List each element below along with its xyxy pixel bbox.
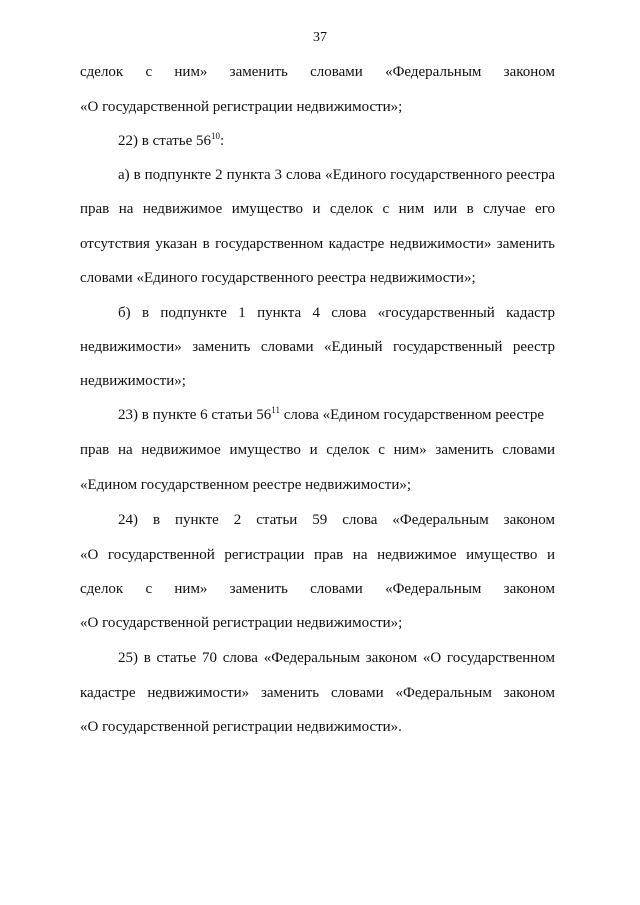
item-23-text: 23) в пункте 6 статьи 56: [118, 407, 272, 423]
text-line-1: сделок с ним» заменить словами «Федеральным законом: [80, 64, 555, 80]
text-line-15: «О государственной регистрации прав на недвижимое имущество и: [80, 547, 555, 563]
text-line-5: прав на недвижимое имущество и сделок с ним или в случае его: [80, 201, 555, 217]
text-line-7: словами «Единого государственного реестра недвижимости»;: [80, 270, 476, 286]
text-line-10: недвижимости»;: [80, 373, 186, 389]
text-line-17: «О государственной регистрации недвижимости»;: [80, 615, 403, 631]
text-line-14: 24) в пункте 2 статьи 59 слова «Федеральным законом: [118, 512, 555, 528]
article-superscript-2: 11: [271, 405, 280, 415]
text-line-8: б) в подпункте 1 пункта 4 слова «государственный кадастр: [118, 305, 555, 321]
text-line-3: [118, 132, 555, 150]
text-line-2: «О государственной регистрации недвижимости»;: [80, 99, 403, 115]
text-line-4: а) в подпункте 2 пункта 3 слова «Единого государственного реестра: [118, 167, 555, 183]
text-line-16: сделок с ним» заменить словами «Федеральным законом: [80, 581, 555, 597]
text-line-9: недвижимости» заменить словами «Единый государственный реестр: [80, 339, 555, 355]
text-line-11: [118, 406, 555, 424]
text-line-12: прав на недвижимое имущество и сделок с ним» заменить словами: [80, 442, 555, 458]
item-23-tail: слова «Едином государственном реестре: [279, 407, 545, 423]
item-22-text: 22) в статье 56: [118, 133, 212, 149]
text-line-19: кадастре недвижимости» заменить словами «Федеральным законом: [80, 685, 555, 701]
text-line-6: отсутствия указан в государственном кадастре недвижимости» заменить: [80, 236, 555, 252]
text-line-13: «Едином государственном реестре недвижимости»;: [80, 477, 412, 493]
article-superscript: 10: [211, 131, 221, 141]
item-22-colon: :: [220, 133, 225, 149]
text-line-20: «О государственной регистрации недвижимости».: [80, 719, 402, 735]
text-line-18: 25) в статье 70 слова «Федеральным законом «О государственном: [118, 650, 555, 666]
page-number: 37: [313, 30, 327, 45]
